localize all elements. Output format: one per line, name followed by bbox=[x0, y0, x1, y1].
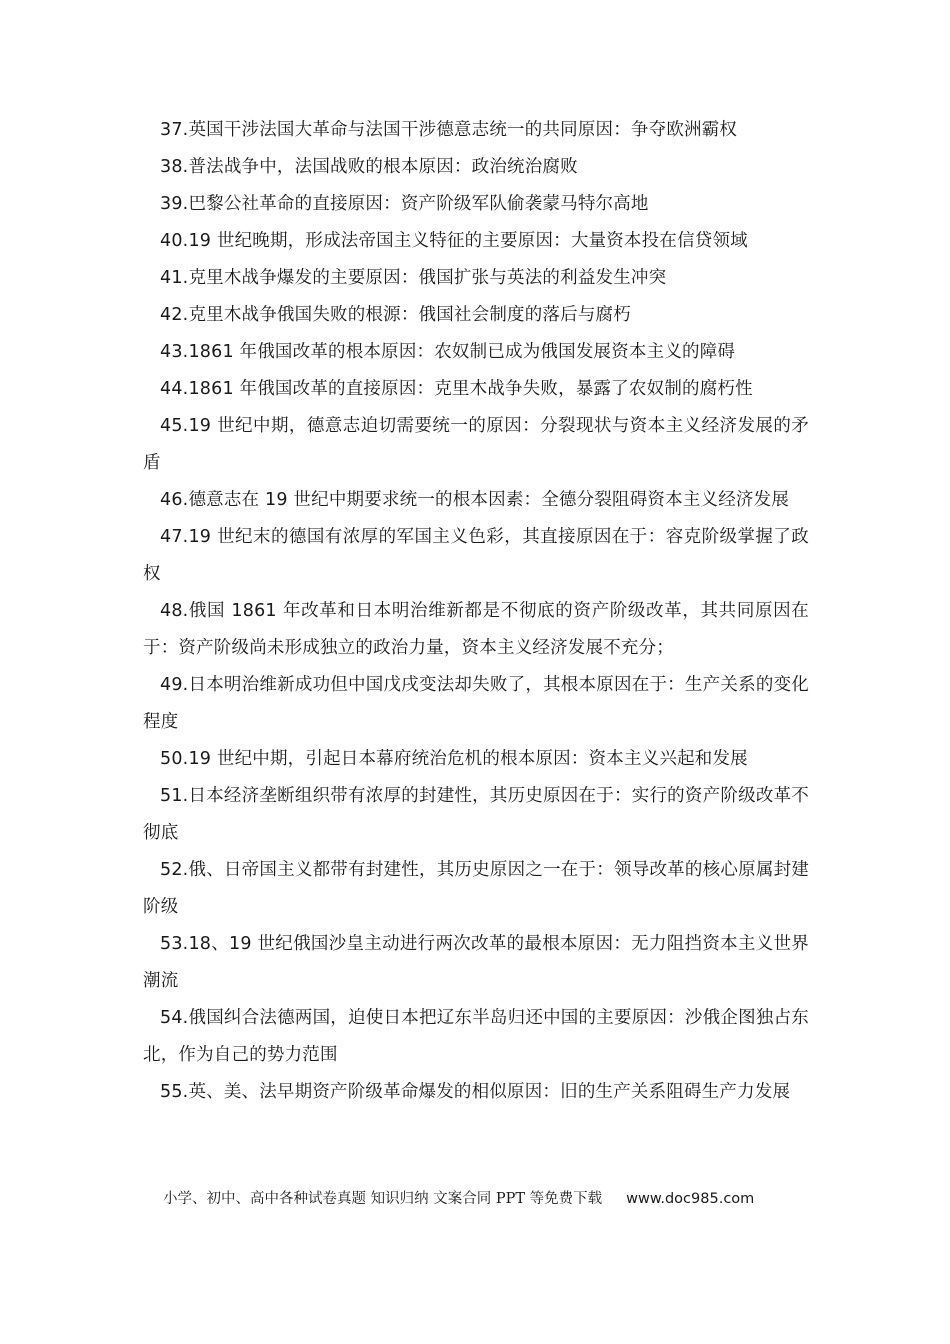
list-item bbox=[143, 334, 809, 371]
item-number: 50. bbox=[160, 749, 189, 769]
list-item bbox=[143, 482, 809, 519]
item-number: 38. bbox=[160, 157, 189, 177]
item-number: 49. bbox=[160, 675, 189, 695]
item-number: 41. bbox=[160, 268, 189, 288]
list-item bbox=[143, 1000, 809, 1074]
list-item bbox=[143, 926, 809, 1000]
item-number: 40. bbox=[160, 231, 189, 251]
item-text: 巴黎公社革命的直接原因：资产阶级军队偷袭蒙马特尔高地 bbox=[188, 194, 649, 214]
item-text: 普法战争中，法国战败的根本原因：政治统治腐败 bbox=[188, 157, 578, 177]
item-text: 英国干涉法国大革命与法国干涉德意志统一的共同原因：争夺欧洲霸权 bbox=[188, 120, 738, 140]
item-number: 47. bbox=[160, 527, 189, 547]
list-item bbox=[143, 667, 809, 741]
list-item bbox=[143, 408, 809, 482]
item-number: 54. bbox=[160, 1008, 189, 1028]
item-number: 44. bbox=[160, 379, 189, 399]
item-text: 19 世纪晚期，形成法帝国主义特征的主要原因：大量资本投在信贷领域 bbox=[188, 231, 748, 251]
item-text: 19 世纪末的德国有浓厚的军国主义色彩，其直接原因在于：容克阶级掌握了政权 bbox=[143, 527, 809, 584]
item-number: 37. bbox=[160, 120, 189, 140]
list-item bbox=[143, 778, 809, 852]
item-list bbox=[143, 112, 809, 1111]
list-item bbox=[143, 519, 809, 593]
footer-link[interactable]: www.doc985.com bbox=[626, 1191, 755, 1207]
list-item bbox=[143, 1074, 809, 1111]
item-text: 日本明治维新成功但中国戊戌变法却失败了，其根本原因在于：生产关系的变化程度 bbox=[143, 675, 809, 732]
item-text: 克里木战争爆发的主要原因：俄国扩张与英法的利益发生冲突 bbox=[188, 268, 667, 288]
list-item bbox=[143, 186, 809, 223]
list-item bbox=[143, 223, 809, 260]
item-number: 53. bbox=[160, 934, 189, 954]
list-item bbox=[143, 741, 809, 778]
item-text: 日本经济垄断组织带有浓厚的封建性，其历史原因在于：实行的资产阶级改革不彻底 bbox=[143, 786, 809, 843]
item-number: 48. bbox=[160, 601, 189, 621]
list-item bbox=[143, 149, 809, 186]
item-number: 55. bbox=[160, 1082, 189, 1102]
item-text: 1861 年俄国改革的直接原因：克里木战争失败，暴露了农奴制的腐朽性 bbox=[188, 379, 753, 399]
list-item bbox=[143, 260, 809, 297]
item-number: 45. bbox=[160, 416, 189, 436]
item-number: 52. bbox=[160, 860, 189, 880]
item-text: 俄国 1861 年改革和日本明治维新都是不彻底的资产阶级改革，其共同原因在于：资产阶级尚未形成独立的政治力量，资本主义经济发展不充分； bbox=[143, 601, 809, 658]
item-text: 18、19 世纪俄国沙皇主动进行两次改革的最根本原因：无力阻挡资本主义世界潮流 bbox=[143, 934, 809, 991]
item-number: 42. bbox=[160, 305, 189, 325]
list-item bbox=[143, 112, 809, 149]
item-text: 1861 年俄国改革的根本原因：农奴制已成为俄国发展资本主义的障碍 bbox=[188, 342, 736, 362]
page-footer bbox=[163, 1187, 803, 1211]
item-text: 19 世纪中期，德意志迫切需要统一的原因：分裂现状与资本主义经济发展的矛盾 bbox=[143, 416, 809, 473]
item-number: 46. bbox=[160, 490, 189, 510]
item-text: 俄、日帝国主义都带有封建性，其历史原因之一在于：领导改革的核心原属封建阶级 bbox=[143, 860, 809, 917]
item-text: 英、美、法早期资产阶级革命爆发的相似原因：旧的生产关系阻碍生产力发展 bbox=[188, 1082, 791, 1102]
item-text: 俄国纠合法德两国，迫使日本把辽东半岛归还中国的主要原因：沙俄企图独占东北，作为自己的势力范围 bbox=[143, 1008, 809, 1065]
item-number: 43. bbox=[160, 342, 189, 362]
item-text: 克里木战争俄国失败的根源：俄国社会制度的落后与腐朽 bbox=[188, 305, 631, 325]
list-item bbox=[143, 852, 809, 926]
list-item bbox=[143, 371, 809, 408]
item-number: 51. bbox=[160, 786, 189, 806]
item-number: 39. bbox=[160, 194, 189, 214]
item-text: 19 世纪中期，引起日本幕府统治危机的根本原因：资本主义兴起和发展 bbox=[188, 749, 748, 769]
footer-text: 小学、初中、高中各种试卷真题 知识归纳 文案合同 PPT 等免费下载 bbox=[163, 1191, 603, 1207]
item-text: 德意志在 19 世纪中期要求统一的根本因素：全德分裂阻碍资本主义经济发展 bbox=[188, 490, 790, 510]
list-item bbox=[143, 593, 809, 667]
list-item bbox=[143, 297, 809, 334]
